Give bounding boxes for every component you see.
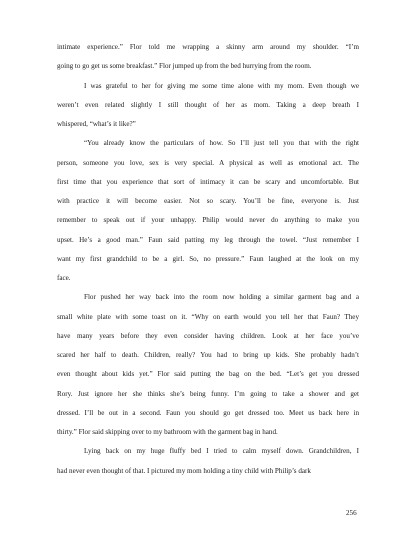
paragraph: [57, 134, 359, 288]
text-line: have many years before they even consider having children. Look at her face you’ve: [57, 331, 359, 340]
text-line: face.: [57, 274, 71, 282]
paragraph: [57, 38, 359, 77]
text-line: person, someone you love, sex is very special. A physical as well as emotional act. The: [57, 158, 359, 167]
text-line: even thought about kids yet.” Flor said putting the bag on the bed. “Let’s get you dressed: [57, 370, 359, 379]
text-line: I was grateful to her for giving me some time alone with my mom. Even though we: [84, 81, 359, 90]
text-line: with practice it will become easier. Not so scary. You’ll be fine, everyone is. Just: [57, 197, 359, 205]
text-line: remember to speak out if your unhappy. Philip would never do anything to make you: [57, 216, 359, 225]
text-line: first time that you experience that sort of intimacy it can be scary and uncomfortable. But: [57, 177, 359, 186]
text-line: going to go get us some breakfast.” Flor jumped up from the bed hurrying from the room.: [57, 62, 312, 71]
paragraph: [57, 288, 359, 442]
text-line: upset. He’s a good man.” Faun said patting my leg through the towel. “Just remember I: [57, 235, 359, 244]
text-line: had never even thought of that. I pictured my mom holding a tiny child with Philip’s dark: [57, 466, 311, 475]
text-line: thirty.” Flor said skipping over to my bathroom with the garment bag in hand.: [57, 428, 278, 436]
text-line: Rory. Just ignore her she thinks she’s being funny. I’m going to take a shower and get: [57, 389, 359, 398]
paragraph: [57, 442, 359, 481]
text-line: small white plate with some toast on it. “Why on earth would you tell her that Faun? They: [57, 312, 359, 321]
text-line: dressed. I’ll be out in a second. Faun you should go get dressed too. Meet us back here in: [57, 408, 359, 417]
text-line: “You already know the particulars of how. So I’ll just tell you that with the right: [84, 139, 359, 148]
text-line: scared her half to death. Children, really? You had to bring up kids. She probably hadn’t: [57, 351, 359, 359]
page-number: 256: [346, 509, 357, 517]
text-line: whispered, “what’s it like?”: [57, 120, 136, 128]
text-line: weren’t even related slightly I still thought of her as mom. Taking a deep breath I: [57, 100, 359, 109]
paragraph: [57, 77, 359, 135]
text-line: Flor pushed her way back into the room now holding a similar garment bag and a: [84, 293, 359, 302]
text-line: Lying back on my huge fluffy bed I tried to calm myself down. Grandchildren, I: [84, 447, 359, 456]
text-line: intimate experience.” Flor told me wrapping a skinny arm around my shoulder. “I’m: [57, 43, 359, 51]
body-text: [57, 38, 359, 481]
text-line: want my first grandchild to be a girl. So, no pressure.” Faun laughed at the look on my: [57, 254, 359, 263]
